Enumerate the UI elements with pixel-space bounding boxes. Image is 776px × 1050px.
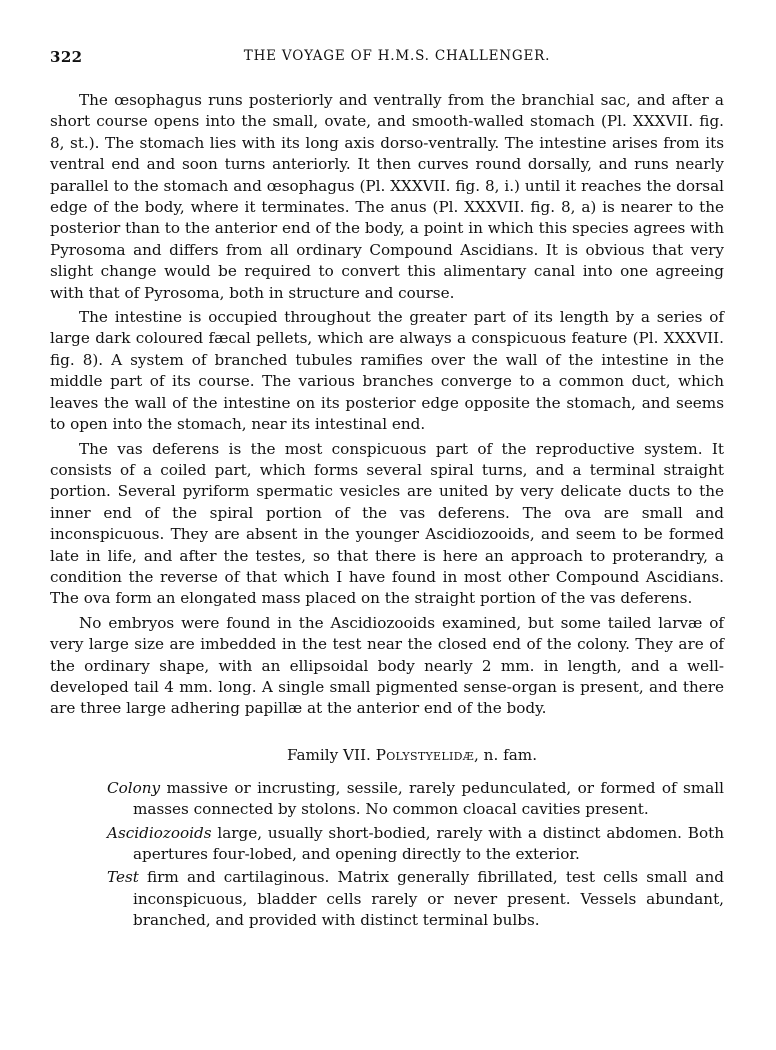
running-title: THE VOYAGE OF H.M.S. CHALLENGER.: [243, 48, 551, 64]
definition-item: [107, 823, 724, 866]
family-name: Polystyelidæ: [375, 745, 475, 764]
definition-term: Ascidiozooids: [107, 823, 212, 842]
definition-term: Test: [107, 868, 139, 887]
page-number: 322: [50, 48, 83, 66]
paragraph: No embryos were found in the Ascidiozooids examined, but some tailed larvæ of very large size are imbedded in the test near the closed end of the colony. They are of the ordinary shape, with an ellipsoidal body nearly 2 mm. in length, and a well-developed tail 4 mm. long. A single small pigmented sense-organ is present, and there are three large adhering papillæ at the anterior end of the body.: [50, 613, 724, 718]
paragraph: The œsophagus runs posteriorly and ventrally from the branchial sac, and after a short course opens into the small, ovate, and smooth-walled stomach (Pl. XXXVII. fig. 8, st.). The stomach lies with its long axis dorso-ventrally. The intestine arises from its ventral end and soon turns anteriorly. It then curves round dorsally, and runs nearly parallel to the stomach and œsophagus (Pl. XXXVII. fig. 8, i.) until it reaches the dorsal edge of the body, where it terminates. The anus (Pl. XXXVII. fig. 8, a) is nearer to the posterior than to the anterior end of the body, a point in which this species agrees with Pyrosoma and differs from all ordinary Compound Ascidians. It is obvious that very slight change would be required to convert this alimentary canal into one agreeing with that of Pyrosoma, both in structure and course.: [50, 91, 724, 302]
definition-term: Colony: [107, 778, 161, 797]
definition-list: [50, 778, 724, 932]
definition-text: massive or incrusting, sessile, rarely pedunculated, or formed of small masses connected by stolons. No common cloacal cavities present.: [133, 778, 724, 819]
paragraph: The vas deferens is the most conspicuous part of the reproductive system. It consists of a coiled part, which forms several spiral turns, and a terminal straight portion. Several pyriform spermatic vesicles are united by very delicate ducts to the inner end of the spiral portion of the vas deferens. The ova are small and inconspicuous. They are absent in the younger Ascidiozooids, and seem to be formed late in life, and after the testes, so that there is here an approach to proterandry, a condition the reverse of that which I have found in most other Compound Ascidians. The ova form an elongated mass placed on the straight portion of the vas deferens.: [50, 439, 724, 608]
definition-item: [107, 778, 724, 821]
paragraph: The intestine is occupied throughout the greater part of its length by a series of large dark coloured fæcal pellets, which are always a conspicuous feature (Pl. XXXVII. fig. 8). A system of branched tubules ramifies over the wall of the intestine in the middle part of its course. The various branches converge to a common duct, which leaves the wall of the intestine on its posterior edge opposite the stomach, and seems to open into the stomach, near its intestinal end.: [50, 308, 724, 434]
definition-text: firm and cartilaginous. Matrix generally fibrillated, test cells small and inconspicuous, bladder cells rarely or never present. Vessels abundant, branched, and provided with distinct terminal bulbs.: [133, 868, 724, 930]
family-suffix: , n. fam.: [474, 745, 538, 764]
body-text: [50, 90, 724, 720]
definition-item: [107, 867, 724, 931]
family-heading: [50, 746, 724, 764]
family-prefix: Family VII.: [286, 745, 371, 764]
definition-text: large, usually short-bodied, rarely with a distinct abdomen. Both apertures four-lobed, and opening directly to the exterior.: [133, 823, 724, 863]
page-header: [50, 42, 724, 68]
